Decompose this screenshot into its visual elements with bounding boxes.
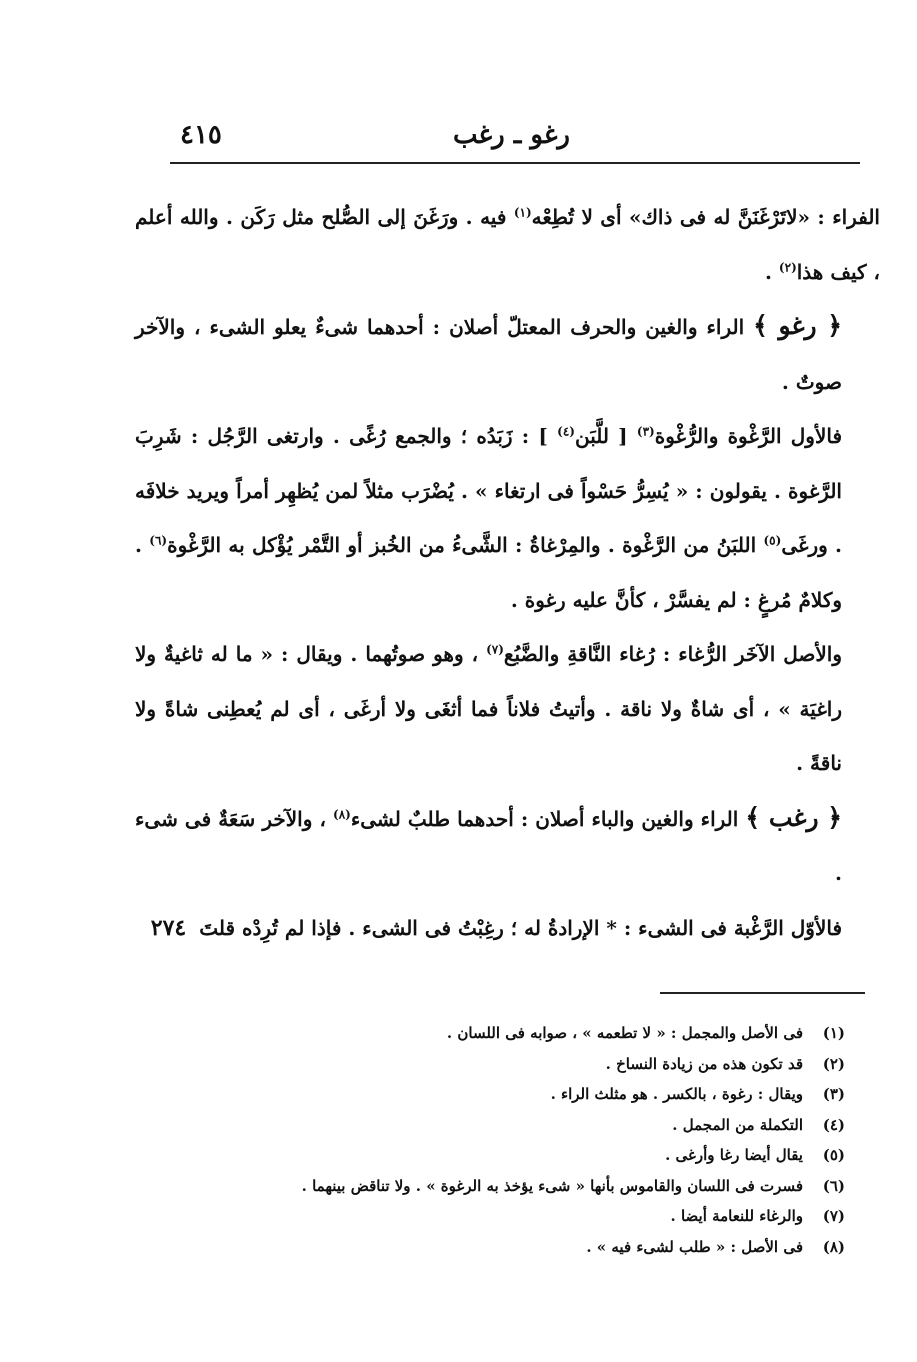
- footnote-6: (٦)فسرت فى اللسان والقاموس بأنها « شىء يؤخذ به الرغوة » . ولا تناقض بينهما .: [301, 1176, 845, 1195]
- footnote-5: (٥)يقال أيضا رغا وأرغى .: [665, 1146, 845, 1164]
- paragraph-second-root: والأصل الآخَر الرُّغاء : رُغاء النَّاقةِ والضَّبُع$^{(٧)}$ ، وهو صوتُهما . ويقال : « ما له ثاغيةٌ ولا راغيَة » ، أى شاةٌ ولا ناقة . وأتيتُ فلاناً فما أثغَى ولا أرغَى ، أى لم يُعطِنى شاةً ولا ناقةً .: [135, 642, 842, 775]
- entry-raghw: ﴿ رغو ﴾ الراء والغين والحرف المعتلّ أصلان : أحدهما شىءٌ يعلو الشىء ، والآخر صوتٌ .: [135, 311, 843, 394]
- footnote-7: (٧)والرغاء للنعامة أيضا .: [670, 1207, 845, 1225]
- footnote-mark-3: (٣): [636, 424, 655, 439]
- footnote-mark-2: (٢): [778, 259, 797, 274]
- footnote-4: (٤)التكملة من المجمل .: [672, 1115, 845, 1134]
- main-text: [135, 190, 880, 955]
- headword-raghb: ﴿ رغب ﴾: [745, 802, 843, 832]
- footnote-mark-4: (٤): [557, 424, 575, 439]
- footnote-mark-1: (١): [513, 205, 532, 220]
- footnotes: [200, 1018, 845, 1262]
- footnote-mark-7: (٧): [486, 642, 504, 657]
- footnote-8: (٨)فى الأصل : « طلب لشىء فيه » .: [586, 1237, 845, 1256]
- footnote-1: (١)فى الأصل والمجمل : « لا تطعمه » ، صوابه فى اللسان .: [446, 1024, 845, 1042]
- footnote-mark-8: (٨): [333, 806, 351, 821]
- page-number: ٤١٥: [180, 120, 222, 150]
- running-title: رغو ـ رغب: [453, 120, 570, 150]
- footnote-divider: [660, 992, 865, 994]
- paragraph-intro: الفراء : «لاتَرْغَنَنَّ له فى ذاك» أى لا تُطِعْه$^{(١)}$ فيه . ورَغَنَ إلى الصُّلح مثل رَكَن . والله أعلم ، كيف هذا$^{(٢)}$ .: [135, 205, 880, 284]
- footnote-3: (٣)ويقال : رغوة ، بالكسر . هو مثلث الراء .: [550, 1085, 845, 1103]
- header-divider: [170, 162, 860, 164]
- headword-raghw: ﴿ رغو ﴾: [753, 311, 843, 340]
- paragraph-raghba: فالأوّل الرَّغْبة فى الشىء : * الإرادةُ له ؛ رغِبْتُ فى الشىء . فإذا لم تُرِدْه قلتَ ٢٧٤: [150, 914, 842, 941]
- page-header: [170, 120, 860, 160]
- margin-page-number: ٢٧٤: [150, 914, 187, 941]
- footnote-2: (٢)قد تكون هذه من زيادة النساخ .: [605, 1054, 845, 1073]
- paragraph-first-root: فالأول الرَّغْوة والرُّغْوة$^{(٣)}$ [ للَّبَن$^{(٤)}$ ] : زَبَدُه ؛ والجمع رُغًى . وارتغى الرَّجُل : شَرِبَ الرَّغوة . يقولون : « يُسِرُّ حَسْواً فى ارتغاء » . يُضْرَب مثلاً لمن يُظهِر أمراً ويريد خلافَه . ورغَى$^{(٥)}$ اللبَنُ من الرَّغْوة . والمِرْغاةُ : الشَّىءُ من الخُبز أو التَّمْر يُؤْكل به الرَّغْوة$^{(٦)}$ . وكلامٌ مُرغٍ : لم يفسَّرْ ، كأنَّ عليه رغوة .: [135, 424, 843, 612]
- footnote-mark-6: (٦): [149, 533, 168, 548]
- footnote-mark-5: (٥): [763, 533, 782, 548]
- entry-raghb: ﴿ رغب ﴾ الراء والغين والباء أصلان : أحدهما طلبٌ لشىء$^{(٨)}$ ، والآخر سَعَةٌ فى شىء .: [135, 802, 843, 885]
